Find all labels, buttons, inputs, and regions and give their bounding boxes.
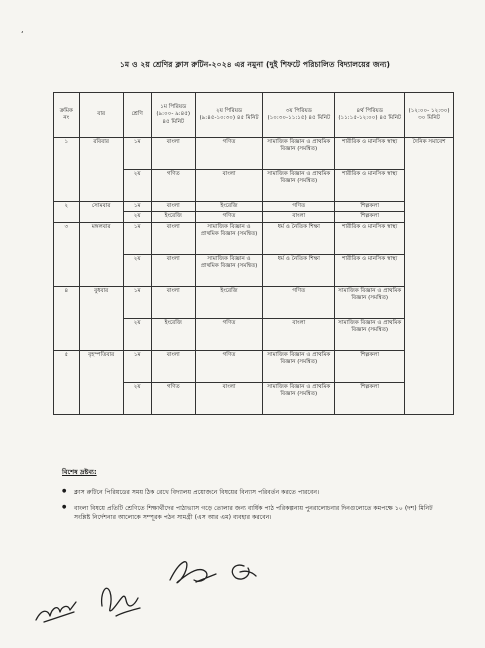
cell-period-1: গণিত xyxy=(151,170,195,202)
header-class: শ্রেণি xyxy=(123,93,151,138)
cell-class: ১ম xyxy=(123,222,151,254)
table-row xyxy=(54,138,454,170)
cell-day: সোমবার xyxy=(79,202,123,223)
cell-daily-assembly: দৈনিক সমাবেশ xyxy=(405,138,454,415)
cell-period-3: গণিত xyxy=(263,286,335,318)
cell-period-3: সামাজিক বিজ্ঞান ও প্রাথমিক বিজ্ঞান (সমন্বিত) xyxy=(263,170,335,202)
signature-1 xyxy=(36,602,76,622)
table-row xyxy=(54,286,454,318)
header-period-3: ৩য় পিরিয়ড (১০:৩০-১১:১৫) ৪৫ মিনিট xyxy=(263,93,335,138)
cell-period-1: ইংরেজি xyxy=(151,212,195,222)
page-title: ১ম ও ২য় শ্রেণির ক্লাস রুটিন-২০২৪ এর নমুনা (দুই শিফটে পরিচালিত বিদ্যালয়ের জন্য) xyxy=(119,60,391,69)
cell-period-3: সামাজিক বিজ্ঞান ও প্রাথমিক বিজ্ঞান (সমন্বিত) xyxy=(263,138,335,170)
cell-class: ২য় xyxy=(123,212,151,222)
cell-period-3: সামাজিক বিজ্ঞান ও প্রাথমিক বিজ্ঞান (সমন্বিত) xyxy=(263,350,335,382)
cell-period-3: সামাজিক বিজ্ঞান ও প্রাথমিক বিজ্ঞান (সমন্বিত) xyxy=(263,382,335,414)
cell-period-2: গণিত xyxy=(195,138,262,170)
cell-period-2: গণিত xyxy=(195,318,262,350)
cell-period-1: বাংলা xyxy=(151,138,195,170)
cell-period-2: সামাজিক বিজ্ঞান ও প্রাথমিক বিজ্ঞান (সমন্বিত) xyxy=(195,254,262,286)
cell-period-3: বাংলা xyxy=(263,318,335,350)
cell-period-4: সামাজিক বিজ্ঞান ও প্রাথমিক বিজ্ঞান (সমন্বিত) xyxy=(335,318,405,350)
cell-period-1: বাংলা xyxy=(151,286,195,318)
header-break: (১২:০০- ১২:৩০) ৩০ মিনিট xyxy=(405,93,454,138)
table-header-row xyxy=(54,93,454,138)
header-period-1: ১ম পিরিয়ড (৯:০০- ৯:৪৫) ৪৫ মিনিট xyxy=(151,93,195,138)
cell-period-4: শিল্পকলা xyxy=(335,350,405,382)
signature-2 xyxy=(102,588,140,616)
cell-period-2: ইংরেজি xyxy=(195,202,262,212)
note-item: ● বাংলা বিষয়ে প্রতিটি শ্রেণিতে শিক্ষার্থীদের পাঠাভ্যাস গড়ে তোলার জন্য বার্ষিক পাঠ পরিকল্পনায় পুনরালোচনার দিনগুলোতে কমপক্ষে ১০ (দশ) মিনিট সংশ্লিষ্ট নির্দেশনার আলোকে সম্পূরক পঠন সামগ্রী (এস আর এম) ব্যবহার করবেন। xyxy=(62,504,442,523)
cell-period-2: বাংলা xyxy=(195,170,262,202)
cell-day: রবিবার xyxy=(79,138,123,202)
cell-period-4: শিল্পকলা xyxy=(335,202,405,212)
signature-3 xyxy=(170,562,216,583)
cell-serial: ৫ xyxy=(54,350,80,414)
cell-period-1: বাংলা xyxy=(151,254,195,286)
cell-serial: ১ xyxy=(54,138,80,202)
cell-period-3: গণিত xyxy=(263,202,335,212)
cell-period-1: বাংলা xyxy=(151,350,195,382)
cell-period-1: বাংলা xyxy=(151,222,195,254)
cell-class: ২য় xyxy=(123,382,151,414)
cell-period-1: বাংলা xyxy=(151,202,195,212)
table-row xyxy=(54,202,454,212)
cell-day: বুধবার xyxy=(79,286,123,350)
cell-class: ১ম xyxy=(123,202,151,212)
cell-period-2: বাংলা xyxy=(195,382,262,414)
cell-period-4: শিল্পকলা xyxy=(335,382,405,414)
cell-class: ২য় xyxy=(123,318,151,350)
cell-period-3: ধর্ম ও নৈতিক শিক্ষা xyxy=(263,254,335,286)
cell-serial: ৪ xyxy=(54,286,80,350)
header-serial: ক্রমিক নং xyxy=(54,93,80,138)
notes-title: বিশেষ দ্রষ্টব্য: xyxy=(62,468,97,476)
cell-period-1: ইংরেজি xyxy=(151,318,195,350)
header-day: বার xyxy=(79,93,123,138)
cell-period-2: সামাজিক বিজ্ঞান ও প্রাথমিক বিজ্ঞান (সমন্বিত) xyxy=(195,222,262,254)
handwritten-signatures xyxy=(30,550,280,640)
special-notes xyxy=(62,466,442,529)
cell-class: ১ম xyxy=(123,138,151,170)
header-period-4: ৪র্থ পিরিয়ড (১১:১৫-১২:০০) ৪৫ মিনিট xyxy=(335,93,405,138)
cell-period-4: শারীরিক ও মানসিক স্বাস্থ্য xyxy=(335,254,405,286)
cell-period-2: গণিত xyxy=(195,212,262,222)
cell-period-4: শারীরিক ও মানসিক স্বাস্থ্য xyxy=(335,222,405,254)
cell-day: বৃহস্পতিবার xyxy=(79,350,123,414)
table-row xyxy=(54,350,454,382)
note-item: ● ক্লাস রুটিনে পিরিয়ডের সময় ঠিক রেখে বিদ্যালয় প্রয়োজনে বিষয়ের বিন্যাস পরিবর্তন করতে পারবেন। xyxy=(62,488,442,498)
cell-class: ১ম xyxy=(123,350,151,382)
cell-period-4: শিল্পকলা xyxy=(335,212,405,222)
table-row xyxy=(54,222,454,254)
cell-day: মঙ্গলবার xyxy=(79,222,123,286)
cell-class: ২য় xyxy=(123,170,151,202)
cell-serial: ২ xyxy=(54,202,80,223)
stray-mark: ‘ xyxy=(21,30,24,39)
cell-class: ১ম xyxy=(123,286,151,318)
cell-period-3: ধর্ম ও নৈতিক শিক্ষা xyxy=(263,222,335,254)
cell-period-3: বাংলা xyxy=(263,212,335,222)
cell-period-2: ইংরেজি xyxy=(195,286,262,318)
cell-period-2: গণিত xyxy=(195,350,262,382)
cell-class: ২য় xyxy=(123,254,151,286)
cell-serial: ৩ xyxy=(54,222,80,286)
class-routine-table xyxy=(53,92,454,415)
header-period-2: ২য় পিরিয়ড (৯:৪৫-১০:৩০) ৪৫ মিনিট xyxy=(195,93,262,138)
signature-4 xyxy=(232,565,256,579)
cell-period-4: শারীরিক ও মানসিক স্বাস্থ্য xyxy=(335,138,405,170)
cell-period-4: সামাজিক বিজ্ঞান ও প্রাথমিক বিজ্ঞান (সমন্বিত) xyxy=(335,286,405,318)
cell-period-1: গণিত xyxy=(151,382,195,414)
cell-period-4: শারীরিক ও মানসিক স্বাস্থ্য xyxy=(335,170,405,202)
